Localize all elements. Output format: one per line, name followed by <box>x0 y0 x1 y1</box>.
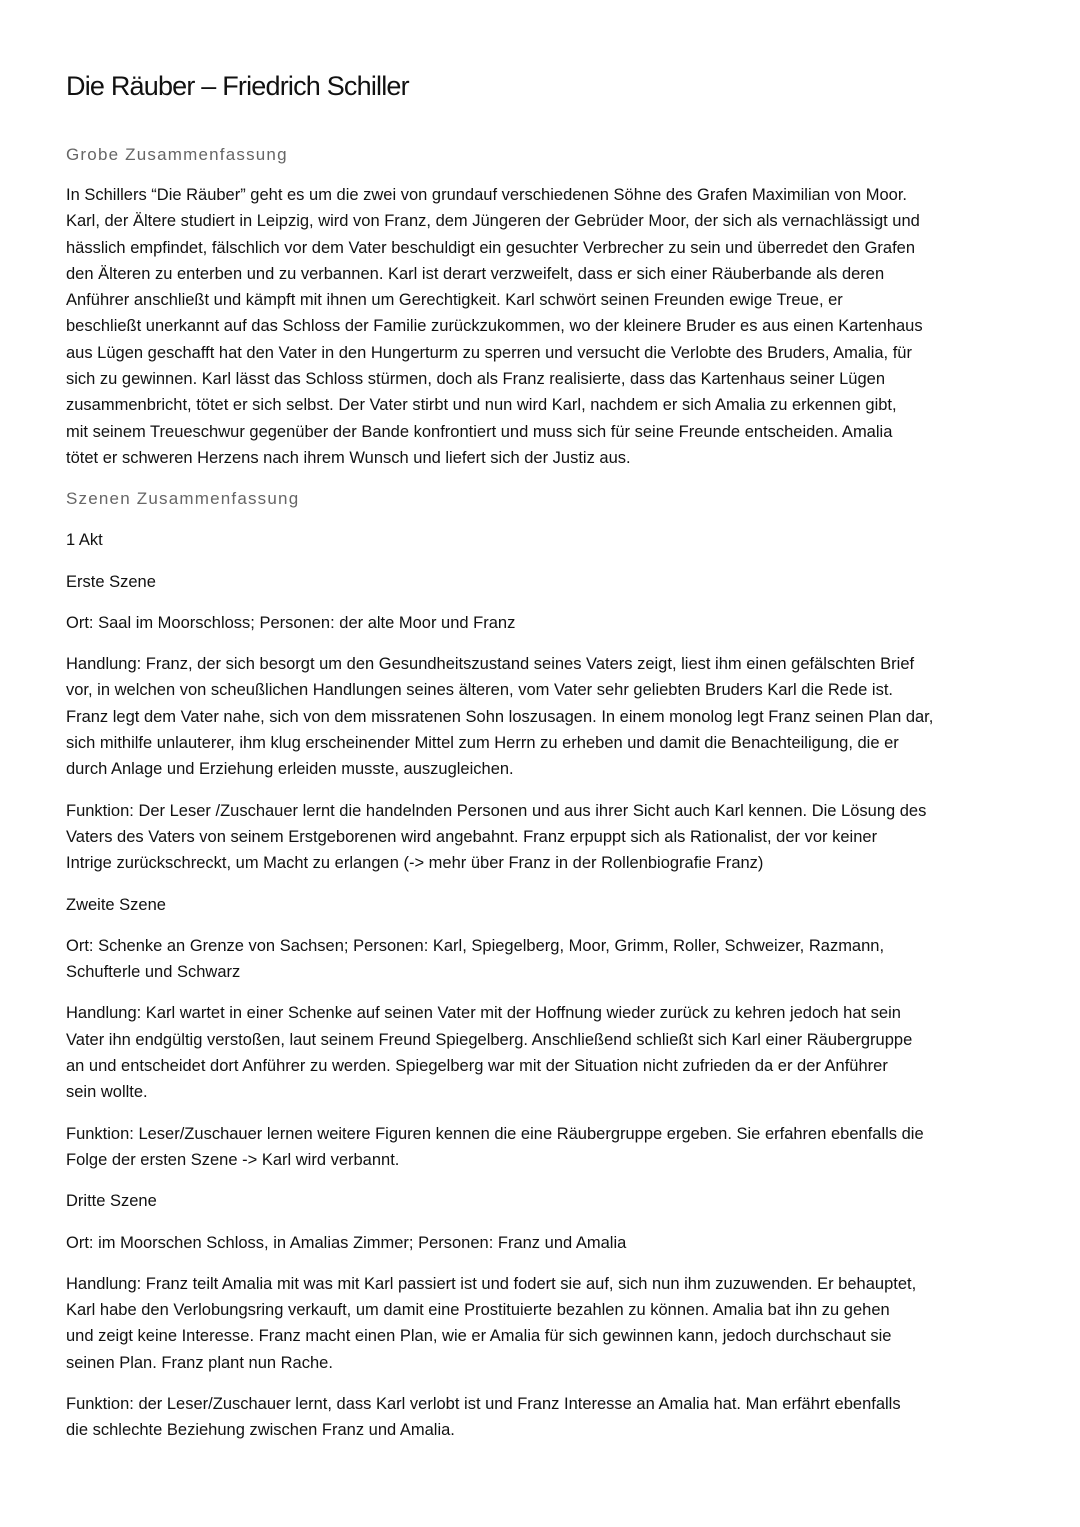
paragraph <box>66 1000 1026 1105</box>
text-line: durch Anlage und Erziehung erleiden musste, auszugleichen. <box>66 760 514 779</box>
paragraph <box>66 1188 1026 1214</box>
text-line: 1 Akt <box>66 531 103 550</box>
text-line: Anführer anschließt und kämpft mit ihnen um Gerechtigkeit. Karl schwört seinen Freunden ewige Treue, er <box>66 291 843 310</box>
text-line: Franz legt dem Vater nahe, sich von dem missratenen Sohn loszusagen. In einem monolog legt Franz seinen Plan dar, <box>66 707 934 726</box>
text-line: Funktion: der Leser/Zuschauer lernt, dass Karl verlobt ist und Franz Interesse an Amalia hat. Man erfährt ebenfalls <box>66 1394 901 1413</box>
text-line: seinen Plan. Franz plant nun Rache. <box>66 1353 333 1372</box>
text-line: Schufterle und Schwarz <box>66 963 241 982</box>
text-line: mit seinem Treueschwur gegenüber der Bande konfrontiert und muss sich für seine Freunde entscheiden. Amalia <box>66 422 893 441</box>
text-line: Ort: im Moorschen Schloss, in Amalias Zimmer; Personen: Franz und Amalia <box>66 1233 627 1252</box>
paragraph <box>66 651 1026 782</box>
document-title: Die Räuber – Friedrich Schiller <box>66 71 409 101</box>
scene-summaries <box>66 527 1026 1443</box>
paragraph <box>66 527 1026 553</box>
text-line: sein wollte. <box>66 1083 148 1102</box>
text-line: Funktion: Der Leser /Zuschauer lernt die handelnden Personen und aus ihrer Sicht auch Karl kennen. Die Lösung des <box>66 801 927 820</box>
text-line: In Schillers “Die Räuber” geht es um die zwei von grundauf verschiedenen Söhne des Grafen Maximilian von Moor. <box>66 186 908 204</box>
summary-paragraph <box>66 182 1026 471</box>
text-line: Handlung: Karl wartet in einer Schenke auf seinen Vater mit der Hoffnung wieder zurück zu kehren jedoch hat sein <box>66 1004 901 1023</box>
text-line: Vaters des Vaters von seinem Erstgeborenen wird angebahnt. Franz erpuppt sich als Rationalist, der vor keiner <box>66 827 878 846</box>
text-line: Karl, der Ältere studiert in Leipzig, wird von Franz, dem Jüngeren der Gebrüder Moor, der sich als vernachlässigt und <box>66 212 920 231</box>
text-line: Intrige zurückschreckt, um Macht zu erlangen (-> mehr über Franz in der Rollenbiografie Franz) <box>66 854 764 873</box>
text-line: an und entscheidet dort Anführer zu werden. Spiegelberg war mit der Situation nicht zufrieden da er der Anführer <box>66 1057 888 1076</box>
text-line: Funktion: Leser/Zuschauer lernen weitere Figuren kennen die eine Räubergruppe ergeben. Sie erfahren ebenfalls die <box>66 1124 924 1143</box>
text-line: den Älteren zu enterben und zu verbannen. Karl ist derart verzweifelt, dass er sich einer Räuberbande als deren <box>66 264 885 283</box>
text-line: hässlich empfindet, fälschlich vor dem Vater beschuldigt ein gesuchter Verbrecher zu sein und überredet den Grafen <box>66 238 916 257</box>
text-line: vor, in welchen von scheußlichen Handlungen seines älteren, vom Vater sehr geliebten Bruders Karl die Rede ist. <box>66 681 893 700</box>
paragraph <box>66 1230 1026 1256</box>
text-line: tötet er schweren Herzens nach ihrem Wunsch und liefert sich der Justiz aus. <box>66 448 631 467</box>
text-line: Vater ihn endgültig verstoßen, laut seinem Freund Spiegelberg. Anschließend schließt sich Karl einer Räubergruppe <box>66 1030 913 1049</box>
text-line: Folge der ersten Szene -> Karl wird verbannt. <box>66 1150 400 1169</box>
text-line: Dritte Szene <box>66 1192 157 1211</box>
text-line: Handlung: Franz, der sich besorgt um den Gesundheitszustand seines Vaters zeigt, liest ihm einen gefälschten Brief <box>66 655 915 674</box>
text-line: Erste Szene <box>66 572 156 591</box>
text-line: Karl habe den Verlobungsring verkauft, um damit eine Prostituierte bezahlen zu können. Amalia bat ihn zu gehen <box>66 1301 890 1320</box>
paragraph <box>66 1271 1026 1376</box>
document-page <box>66 66 1026 1459</box>
text-line: die schlechte Beziehung zwischen Franz und Amalia. <box>66 1421 455 1440</box>
text-line: Handlung: Franz teilt Amalia mit was mit Karl passiert ist und fodert sie auf, sich nun ihm zuzuwenden. Er behauptet, <box>66 1274 917 1293</box>
paragraph <box>66 1121 1026 1174</box>
paragraph <box>66 610 1026 636</box>
text-line: und zeigt keine Interesse. Franz macht einen Plan, wie er Amalia für sich gewinnen kann, jedoch durchschaut sie <box>66 1327 892 1346</box>
text-line: beschließt unerkannt auf das Schloss der Familie zurückzukommen, wo der kleinere Bruder es aus einen Kartenhaus <box>66 317 923 336</box>
text-line: sich mithilfe unlauterer, ihm klug erscheinender Mittel zum Herrn zu erheben und damit die Benachteiligung, die er <box>66 734 899 753</box>
text-line: sich zu gewinnen. Karl lässt das Schloss stürmen, doch als Franz realisierte, dass das Kartenhaus seiner Lügen <box>66 370 886 389</box>
text-line: Ort: Schenke an Grenze von Sachsen; Personen: Karl, Spiegelberg, Moor, Grimm, Roller, Schweizer, Razmann, <box>66 936 885 955</box>
section-heading-summary: Grobe Zusammenfassung <box>66 145 288 164</box>
section-heading-scenes: Szenen Zusammenfassung <box>66 489 300 509</box>
text-line: zusammenbricht, tötet er sich selbst. Der Vater stirbt und nun wird Karl, nachdem er sich Amalia zu erkennen gibt, <box>66 396 897 415</box>
text-line: Ort: Saal im Moorschloss; Personen: der alte Moor und Franz <box>66 613 516 632</box>
text-line: aus Lügen geschafft hat den Vater in den Hungerturm zu sperren und versucht die Verlobte des Bruders, Amalia, für <box>66 343 912 362</box>
paragraph <box>66 933 1026 986</box>
paragraph <box>66 798 1026 877</box>
paragraph <box>66 569 1026 595</box>
text-line: Zweite Szene <box>66 895 166 914</box>
paragraph <box>66 1391 1026 1444</box>
paragraph <box>66 892 1026 918</box>
